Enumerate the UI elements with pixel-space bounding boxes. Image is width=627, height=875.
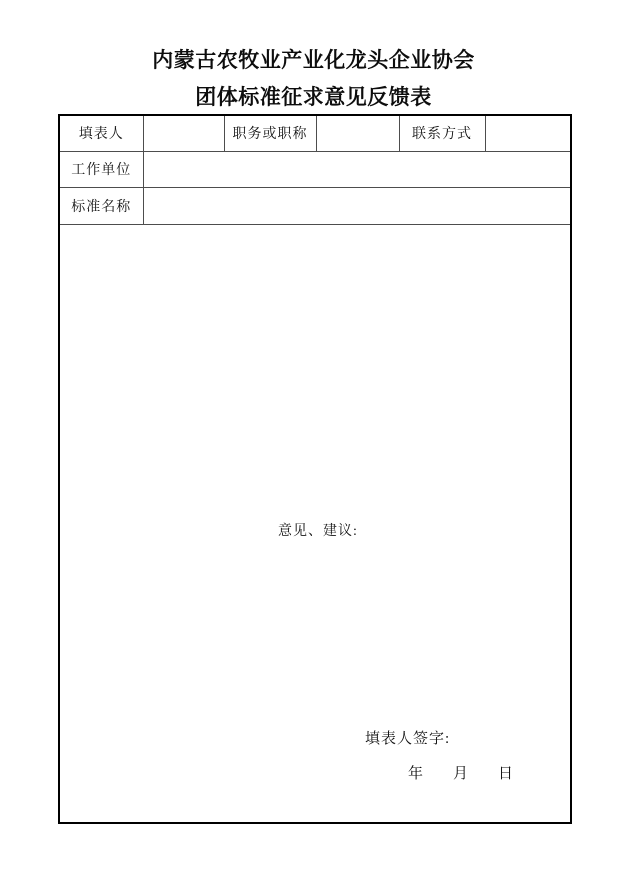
standard-name-label: 标准名称 (59, 187, 143, 224)
standard-name-input-cell[interactable] (143, 187, 571, 224)
employer-input-cell[interactable] (143, 151, 571, 187)
contact-method-input-cell[interactable] (485, 115, 571, 151)
position-title-input-cell[interactable] (316, 115, 399, 151)
filler-name-input-cell[interactable] (143, 115, 224, 151)
document-title-line-1: 内蒙古农牧业产业化龙头企业协会 (152, 49, 475, 72)
table-row-filler (59, 115, 571, 151)
document-title-block (0, 42, 627, 116)
filler-signature-label: 填表人签字: (365, 730, 451, 747)
opinion-suggestion-label: 意见、建议: (278, 523, 358, 539)
opinion-cell (59, 224, 571, 823)
table-row-standard-name (59, 187, 571, 224)
position-title-label: 职务或职称 (224, 115, 316, 151)
table-row-employer (59, 151, 571, 187)
document-title-line-2: 团体标准征求意见反馈表 (195, 86, 432, 109)
contact-method-label: 联系方式 (399, 115, 485, 151)
feedback-form-table (58, 114, 572, 824)
opinion-content-area[interactable] (60, 265, 570, 693)
table-row-opinion (59, 224, 571, 823)
date-year-month-day-line: 年 月 日 (408, 765, 514, 782)
employer-label: 工作单位 (59, 151, 143, 187)
filler-name-label: 填表人 (59, 115, 143, 151)
